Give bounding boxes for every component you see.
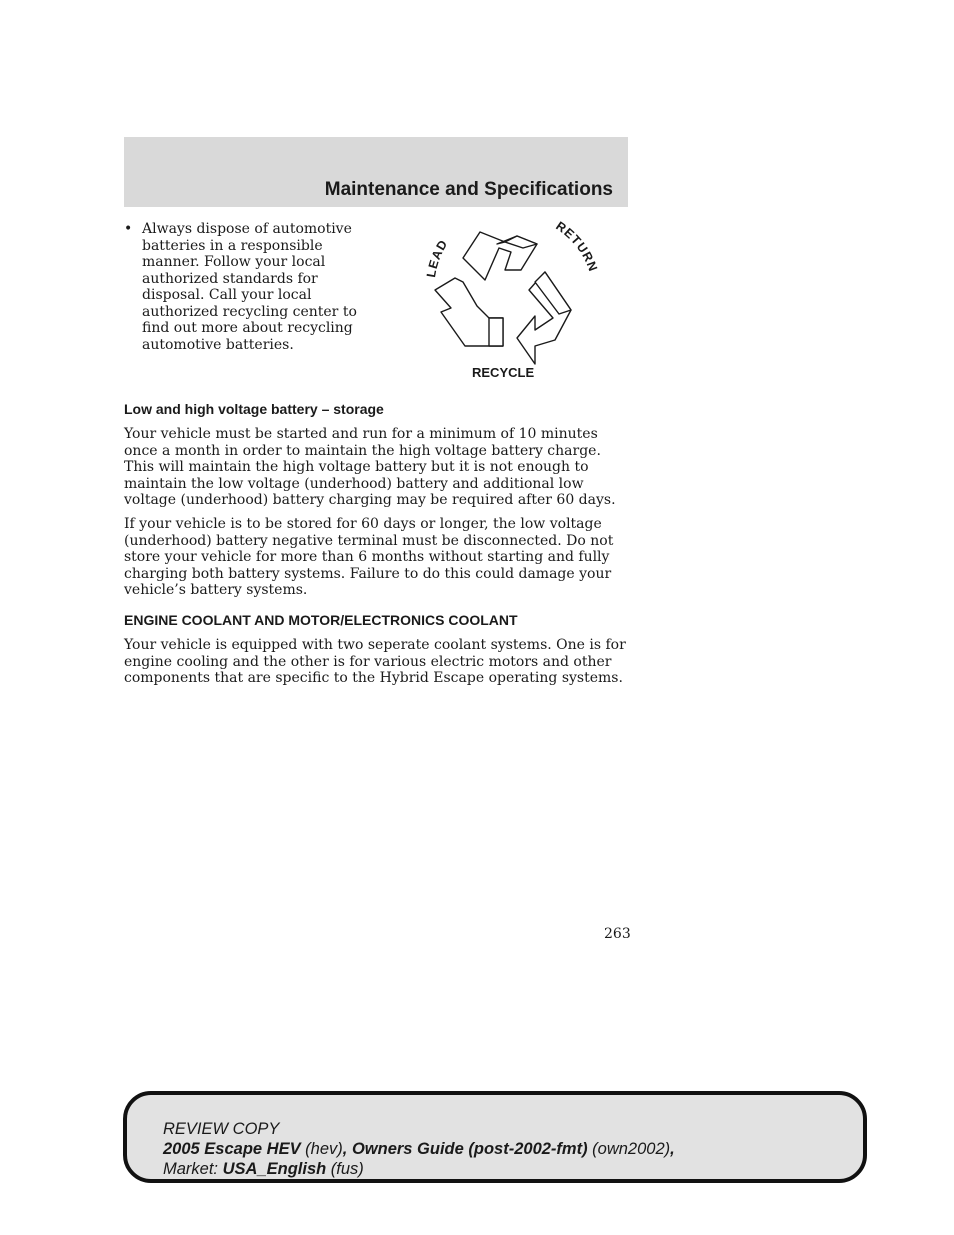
page-title: Maintenance and Specifications	[324, 179, 613, 200]
recycle-arrows-icon	[405, 218, 615, 388]
footer-market-line: Market: USA_English (fus)	[163, 1160, 364, 1178]
section-header-band	[124, 137, 628, 207]
section-heading-coolant: ENGINE COOLANT AND MOTOR/ELECTRONICS COOLANT	[124, 612, 518, 628]
section-heading-battery-storage: Low and high voltage battery – storage	[124, 401, 384, 417]
bullet-marker: •	[124, 221, 133, 237]
page-number: 263	[604, 926, 631, 942]
svg-text:RETURN	[553, 219, 600, 274]
review-copy-footer	[123, 1091, 867, 1183]
paragraph-battery-run: Your vehicle must be started and run for a minimum of 10 minutes once a month in order to maintain the high voltage battery charge. This will maintain the high voltage battery but it is not enough to maintain the low voltage (underhood) battery and additional low voltage (underhood) battery charging may be required after 60 days.	[124, 426, 616, 508]
paragraph-battery-store: If your vehicle is to be stored for 60 days or longer, the low voltage (underhood) battery negative terminal must be disconnected. Do not store your vehicle for more than 6 months without starting and fully charging both battery systems. Failure to do this could damage your vehicle’s battery systems.	[124, 516, 614, 598]
footer-model-line: 2005 Escape HEV (hev), Owners Guide (post-2002-fmt) (own2002),	[163, 1140, 675, 1158]
bullet-item	[124, 221, 384, 353]
footer-review-copy: REVIEW COPY	[163, 1120, 280, 1138]
paragraph-coolant: Your vehicle is equipped with two seperate coolant systems. One is for engine cooling and the other is for various electric motors and other components that are specific to the Hybrid Escape operating systems.	[124, 637, 626, 686]
recycle-label-lead: LEAD	[424, 236, 451, 279]
recycle-label-recycle: RECYCLE	[472, 365, 535, 380]
svg-text:LEAD	[424, 237, 451, 279]
recycle-label-return: RETURN	[553, 218, 601, 274]
bullet-text: Always dispose of automotive batteries in a responsible manner. Follow your local authorized standards for disposal. Call your local authorized recycling center to find out more about recycling automotive batteries.	[142, 221, 357, 353]
